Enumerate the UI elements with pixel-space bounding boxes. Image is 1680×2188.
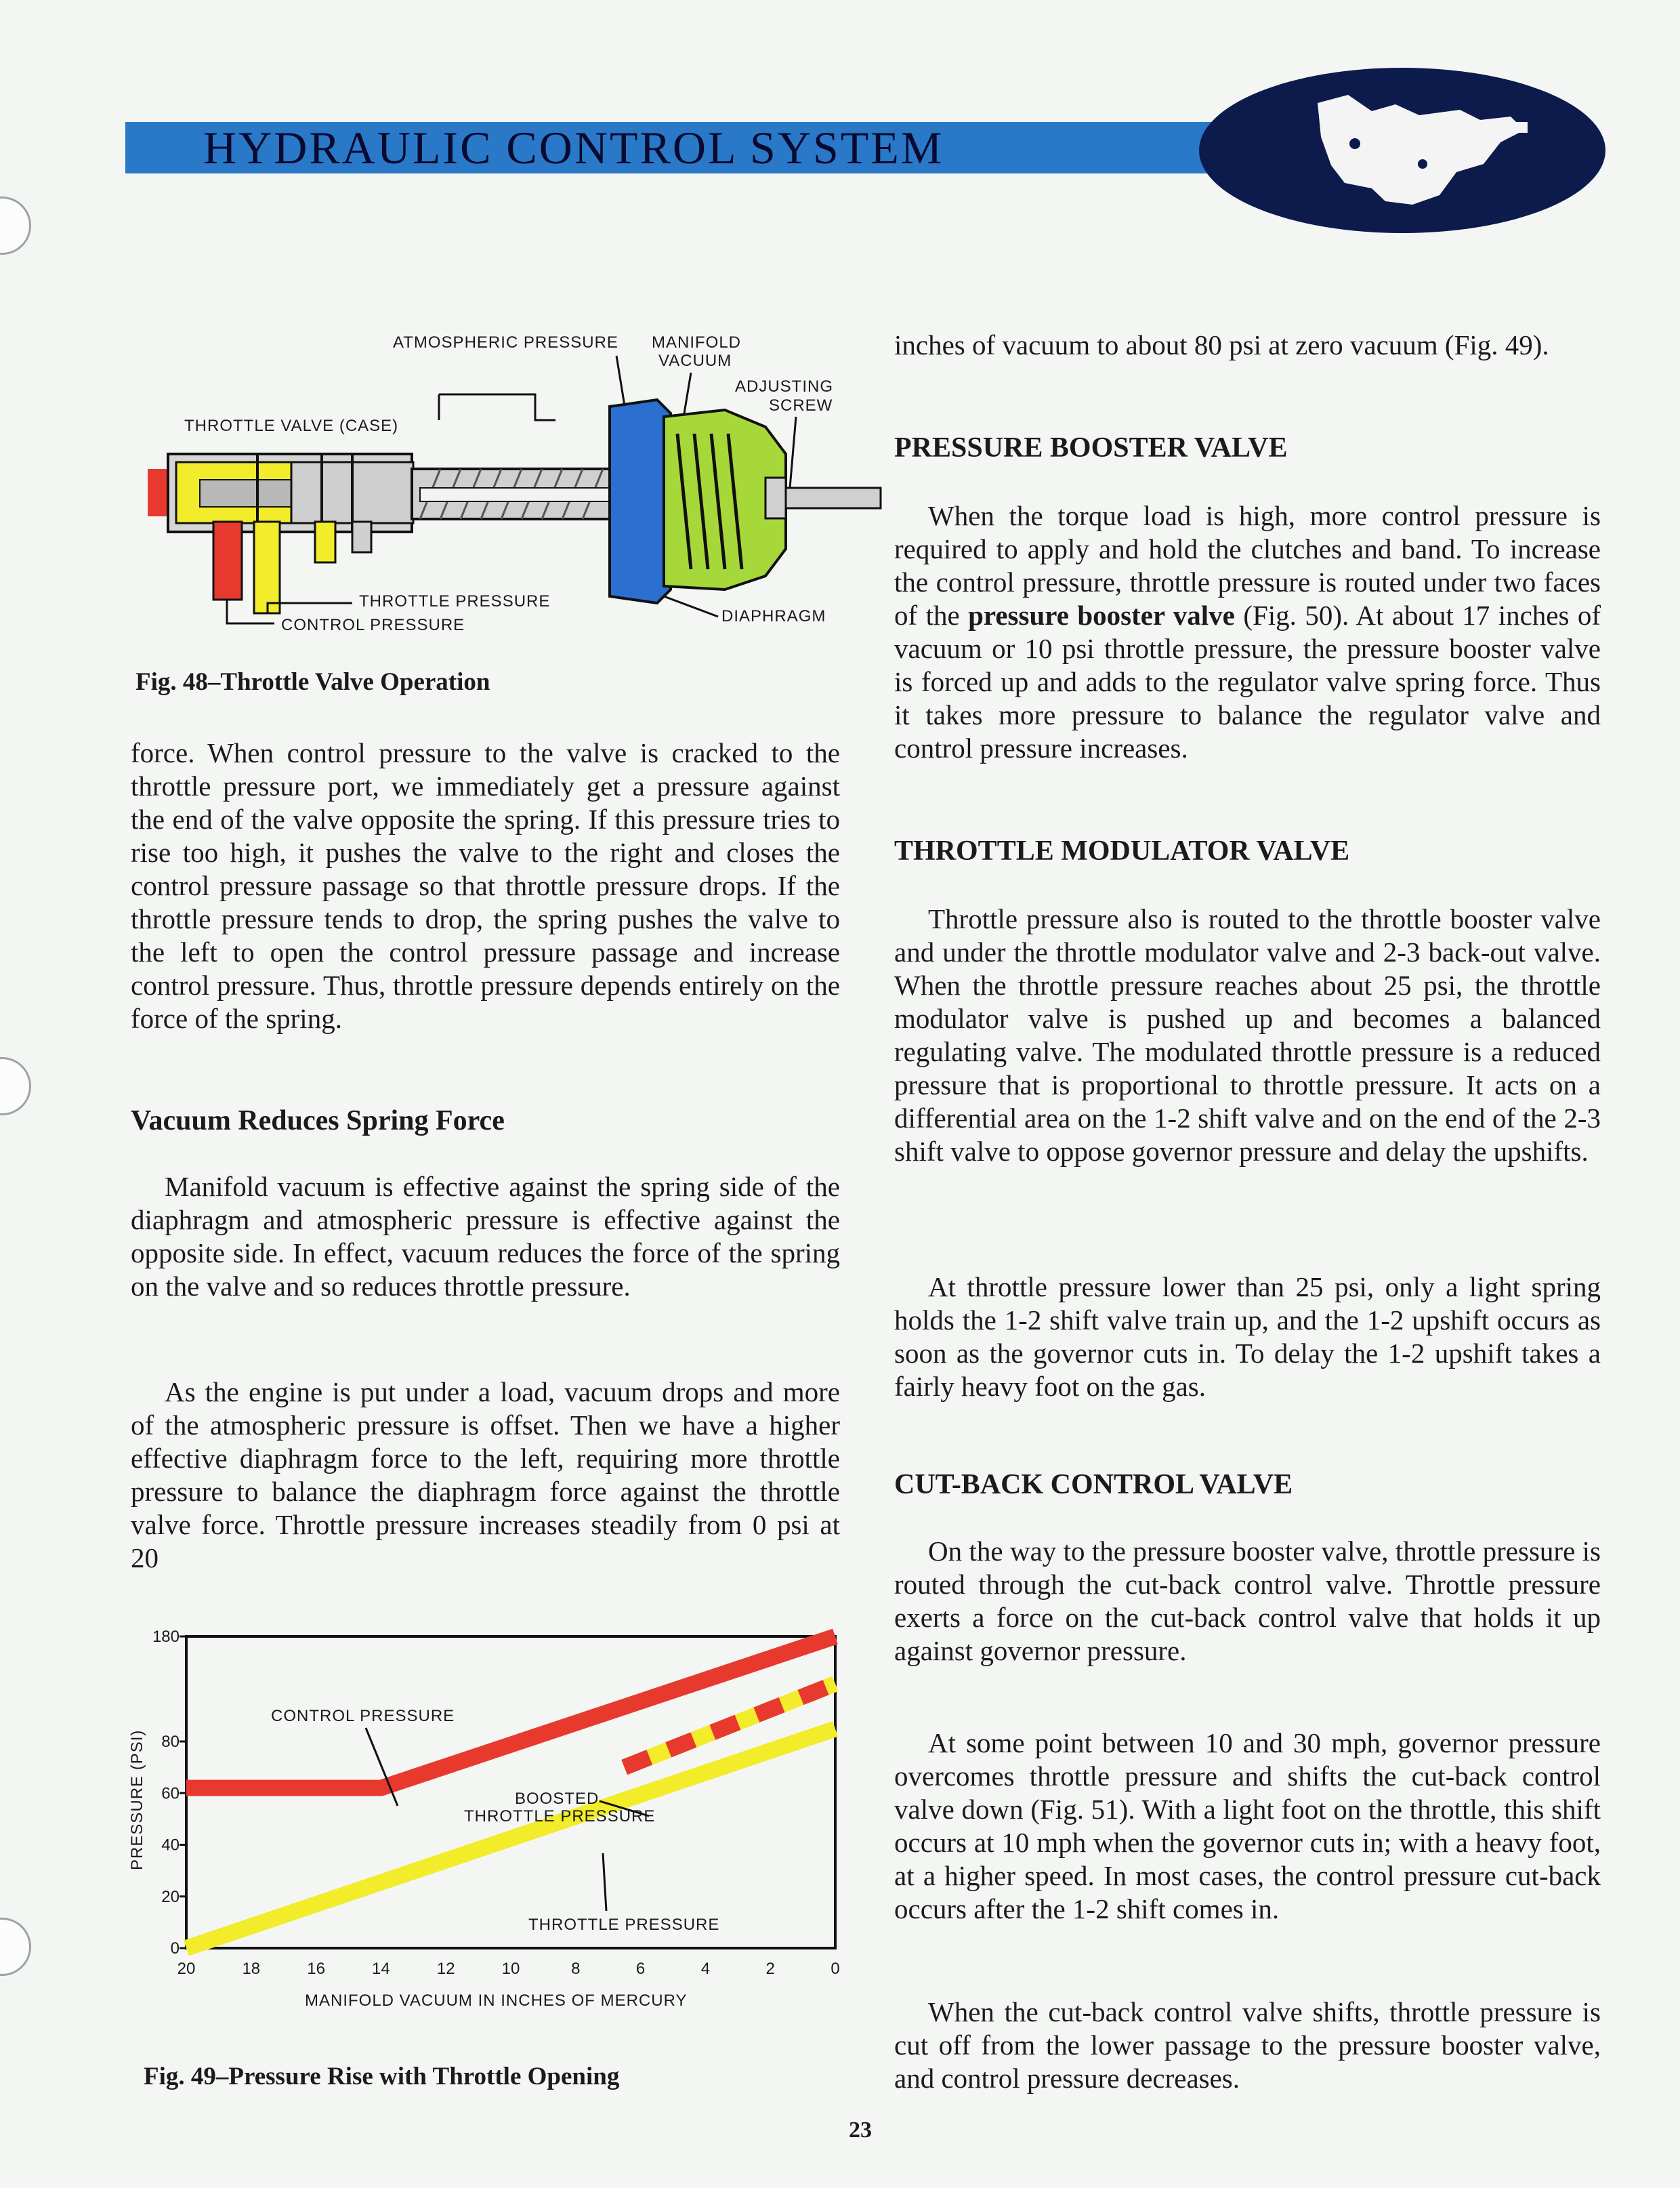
label-control-pressure: CONTROL PRESSURE bbox=[281, 616, 465, 634]
y-tick-label: 40 bbox=[161, 1836, 180, 1855]
label-adjusting: ADJUSTING bbox=[735, 377, 834, 396]
label-screw: SCREW bbox=[769, 396, 833, 415]
right-paragraph-4: On the way to the pressure booster valve, throttle pressure is routed through the cut-back control valve. Throttle pressure exerts a force on the cut-back control valve that holds it up against governor pressure. bbox=[894, 1535, 1601, 1666]
x-tick-label: 4 bbox=[700, 1960, 711, 1978]
x-tick-label: 20 bbox=[177, 1960, 196, 1978]
pressure-rise-chart bbox=[102, 1626, 881, 2006]
left-paragraph-1: force. When control pressure to the valve is cracked to the throttle pressure port, we immediately get a pressure against the end of the valve opposite the spring. If this pressure tries to rise too high, it pushes the valve to the right and closes the control pressure passage so that throttle pressure drops. If the throttle pressure tends to drop, the spring pushes the valve to the left to open the control pressure passage and increase control pressure. Thus, throttle pressure depends entirely on the force of the spring. bbox=[131, 737, 840, 1034]
binder-hole-top bbox=[0, 197, 31, 255]
x-tick-label: 14 bbox=[372, 1960, 390, 1978]
label-manifold: MANIFOLD bbox=[652, 333, 742, 352]
binder-hole-bottom bbox=[0, 1918, 31, 1976]
annotation-control-pressure: CONTROL PRESSURE bbox=[271, 1707, 455, 1725]
page-title: HYDRAULIC CONTROL SYSTEM bbox=[203, 122, 944, 173]
fig48-caption: Fig. 48–Throttle Valve Operation bbox=[135, 668, 490, 696]
binder-hole-middle bbox=[0, 1057, 31, 1115]
p1-text-b: (Fig. 50). At about 17 inches of vacuum or 10 psi throttle pressure, the pressure booster valve is forced up and adds to the regulator valve spring force. Thus it takes more pressure to balance the regulator valve and control pressure increases. bbox=[894, 600, 1601, 764]
y-tick-label: 80 bbox=[161, 1733, 180, 1751]
right-paragraph-6: When the cut-back control valve shifts, throttle pressure is cut off from the lower passage to the pressure booster valve, and control pressure decreases. bbox=[894, 1996, 1601, 2094]
label-throttle-pressure: THROTTLE PRESSURE bbox=[359, 592, 551, 611]
label-vacuum: VACUUM bbox=[658, 352, 732, 370]
y-tick-label: 180 bbox=[152, 1628, 180, 1646]
series-line-1 bbox=[186, 1729, 835, 1948]
annotation-boosted-2: THROTTLE PRESSURE bbox=[464, 1807, 656, 1825]
p1-text-a: When the torque load is high, more control pressure is required to apply and hold the clutches and band. To increase the control pressure, throttle pressure is routed under two faces of the bbox=[894, 500, 1601, 631]
x-tick-label: 8 bbox=[571, 1960, 581, 1978]
left-paragraph-2: Manifold vacuum is effective against the spring side of the diaphragm and atmospheric pressure is effective against the opposite side. In effect, vacuum reduces the force of the spring on the valve and so reduces throttle pressure. bbox=[131, 1171, 840, 1302]
right-heading-cut-back: CUT-BACK CONTROL VALVE bbox=[894, 1469, 1293, 1500]
y-tick-label: 0 bbox=[170, 1939, 180, 1958]
p1-bold-term: pressure booster valve bbox=[968, 600, 1235, 631]
label-atmospheric-pressure: ATMOSPHERIC PRESSURE bbox=[393, 333, 618, 352]
left-heading-vacuum: Vacuum Reduces Spring Force bbox=[131, 1105, 505, 1136]
throttle-valve-diagram bbox=[135, 318, 887, 664]
x-tick-label: 12 bbox=[436, 1960, 455, 1978]
right-paragraph-2: Throttle pressure also is routed to the throttle booster valve and under the throttle modulator valve and 2-3 back-out valve. When the throttle pressure reaches about 25 psi, the throttle modulator valve is pushed up and becomes a balanced regulating valve. The modulated throttle pressure is a reduced pressure that is proportional to throttle pressure. It acts on a differential area on the 1-2 shift valve and on the end of the 2-3 shift valve to oppose governor pressure and delay the upshifts. bbox=[894, 903, 1601, 1167]
transmission-silhouette-icon bbox=[1192, 62, 1612, 239]
x-tick-label: 18 bbox=[242, 1960, 261, 1978]
right-paragraph-3: At throttle pressure lower than 25 psi, only a light spring holds the 1-2 shift valve train up, and the 1-2 upshift occurs as soon as the governor cuts in. To delay the 1-2 upshift takes a fairly heavy foot on the gas. bbox=[894, 1271, 1601, 1402]
y-tick-label: 20 bbox=[161, 1887, 180, 1906]
x-tick-label: 6 bbox=[635, 1960, 646, 1978]
right-paragraph-0: inches of vacuum to about 80 psi at zero vacuum (Fig. 49). bbox=[894, 329, 1549, 360]
left-paragraph-3: As the engine is put under a load, vacuum drops and more of the atmospheric pressure is offset. Then we have a higher effective diaphragm force to the left, requiring more throttle pressure to balance the diaphragm force against the throttle valve force. Throttle pressure increases steadily from 0 psi at 20 bbox=[131, 1376, 840, 1573]
fig49-caption: Fig. 49–Pressure Rise with Throttle Opening bbox=[144, 2063, 620, 2090]
annotation-throttle-pressure: THROTTLE PRESSURE bbox=[528, 1916, 720, 1934]
y-axis-label: PRESSURE (PSI) bbox=[128, 1729, 146, 1870]
annotation-boosted-1: BOOSTED bbox=[515, 1790, 600, 1808]
page-number: 23 bbox=[849, 2118, 872, 2143]
x-tick-label: 2 bbox=[765, 1960, 775, 1978]
right-heading-throttle-modulator: THROTTLE MODULATOR VALVE bbox=[894, 835, 1350, 867]
label-diaphragm: DIAPHRAGM bbox=[721, 607, 826, 625]
x-tick-label: 10 bbox=[501, 1960, 520, 1978]
right-paragraph-1 bbox=[894, 499, 1601, 765]
right-heading-pressure-booster: PRESSURE BOOSTER VALVE bbox=[894, 432, 1288, 463]
y-tick-label: 60 bbox=[161, 1784, 180, 1803]
x-axis-label: MANIFOLD VACUUM IN INCHES OF MERCURY bbox=[305, 1991, 688, 2006]
x-tick-label: 0 bbox=[831, 1960, 840, 1978]
x-tick-label: 16 bbox=[307, 1960, 325, 1978]
label-throttle-valve-case: THROTTLE VALVE (CASE) bbox=[184, 417, 399, 435]
right-paragraph-5: At some point between 10 and 30 mph, governor pressure overcomes throttle pressure and shifts the cut-back control valve down (Fig. 51). With a light foot on the throttle, this shift occurs at 10 mph when the governor cuts in; with a heavy foot, at a higher speed. In most cases, the control pressure cut-back occurs after the 1-2 shift comes in. bbox=[894, 1727, 1601, 1924]
